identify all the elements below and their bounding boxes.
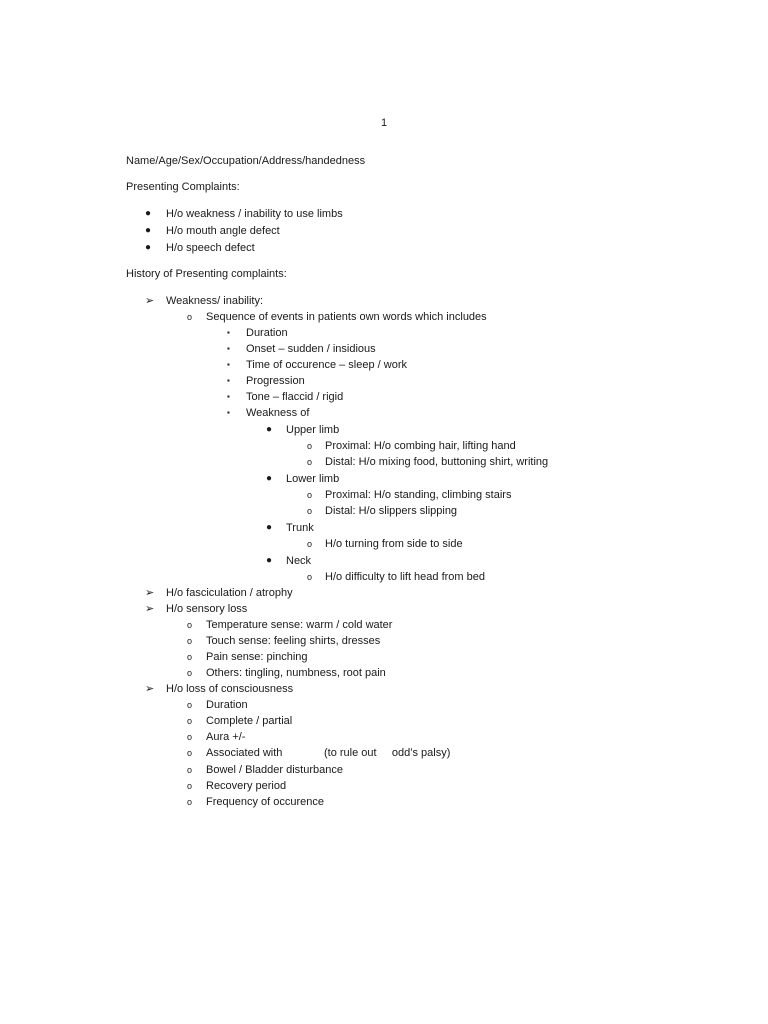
circle-bullet-icon: o (307, 506, 313, 516)
circle-bullet-icon: o (187, 765, 193, 775)
list-item: Bowel / Bladder disturbance (206, 764, 343, 776)
arrow-bullet-icon: ➢ (145, 587, 155, 599)
circle-bullet-icon: o (307, 539, 313, 549)
list-item: H/o turning from side to side (325, 538, 463, 550)
upper-limb-label: Upper limb (286, 424, 340, 436)
circle-bullet-icon: o (307, 441, 313, 451)
list-item: Proximal: H/o combing hair, lifting hand (325, 440, 516, 452)
list-item: Touch sense: feeling shirts, dresses (206, 635, 381, 647)
circle-bullet-icon: o (187, 781, 193, 791)
circle-bullet-icon: o (187, 748, 193, 758)
bullet-icon: ● (145, 225, 152, 236)
square-bullet-icon: ▪ (227, 408, 230, 417)
list-item: Duration (246, 327, 288, 339)
list-item: H/o difficulty to lift head from bed (325, 571, 485, 583)
list-item: Complete / partial (206, 715, 293, 727)
list-item: Proximal: H/o standing, climbing stairs (325, 489, 512, 501)
circle-bullet-icon: o (187, 652, 193, 662)
list-item: Progression (246, 375, 305, 387)
arrow-bullet-icon: ➢ (145, 295, 155, 307)
list-item: H/o weakness / inability to use limbs (166, 208, 343, 220)
square-bullet-icon: ▪ (227, 328, 230, 337)
list-item: Aura +/- (206, 731, 246, 743)
list-item: Frequency of occurence (206, 796, 325, 808)
neck-label: Neck (286, 555, 312, 567)
bullet-icon: ● (145, 242, 152, 253)
list-item: Others: tingling, numbness, root pain (206, 667, 386, 679)
list-item: Onset – sudden / insidious (246, 343, 376, 355)
bullet-icon: ● (266, 424, 273, 435)
list-item: Distal: H/o mixing food, buttoning shirt, writing (325, 456, 549, 468)
history-title: History of Presenting complaints: (126, 268, 287, 280)
palsy-note: (to rule out odd’s palsy) (324, 747, 451, 759)
square-bullet-icon: ▪ (227, 376, 230, 385)
list-item: Duration (206, 699, 248, 711)
list-item: Associated with (206, 747, 283, 759)
circle-bullet-icon: o (187, 700, 193, 710)
bullet-icon: ● (266, 473, 273, 484)
list-item: Distal: H/o slippers slipping (325, 505, 458, 517)
circle-bullet-icon: o (307, 490, 313, 500)
bullet-icon: ● (145, 208, 152, 219)
fasciculation-item: H/o fasciculation / atrophy (166, 587, 293, 599)
page-number: 1 (381, 117, 388, 129)
circle-bullet-icon: o (187, 716, 193, 726)
circle-bullet-icon: o (187, 636, 193, 646)
circle-bullet-icon: o (187, 797, 193, 807)
circle-bullet-icon: o (187, 668, 193, 678)
presenting-complaints-title: Presenting Complaints: (126, 181, 240, 193)
trunk-label: Trunk (286, 522, 314, 534)
list-item: H/o mouth angle defect (166, 225, 280, 237)
arrow-bullet-icon: ➢ (145, 603, 155, 615)
list-item: Pain sense: pinching (206, 651, 308, 663)
bullet-icon: ● (266, 522, 273, 533)
list-item: Recovery period (206, 780, 287, 792)
list-item: Sequence of events in patients own words which includes (206, 311, 487, 323)
circle-bullet-icon: o (187, 620, 193, 630)
circle-bullet-icon: o (307, 572, 313, 582)
lower-limb-label: Lower limb (286, 473, 340, 485)
bullet-icon: ● (266, 555, 273, 566)
sensory-title: H/o sensory loss (166, 603, 248, 615)
circle-bullet-icon: o (307, 457, 313, 467)
square-bullet-icon: ▪ (227, 360, 230, 369)
list-item: Temperature sense: warm / cold water (206, 619, 393, 631)
list-item: H/o speech defect (166, 242, 255, 254)
list-item: Time of occurence – sleep / work (246, 359, 407, 371)
patient-details-header: Name/Age/Sex/Occupation/Address/handedness (126, 155, 366, 167)
circle-bullet-icon: o (187, 312, 193, 322)
list-item: Weakness of (246, 407, 310, 419)
consciousness-title: H/o loss of consciousness (166, 683, 294, 695)
weakness-title: Weakness/ inability: (166, 295, 264, 307)
square-bullet-icon: ▪ (227, 344, 230, 353)
square-bullet-icon: ▪ (227, 392, 230, 401)
list-item: Tone – flaccid / rigid (246, 391, 344, 403)
arrow-bullet-icon: ➢ (145, 683, 155, 695)
circle-bullet-icon: o (187, 732, 193, 742)
